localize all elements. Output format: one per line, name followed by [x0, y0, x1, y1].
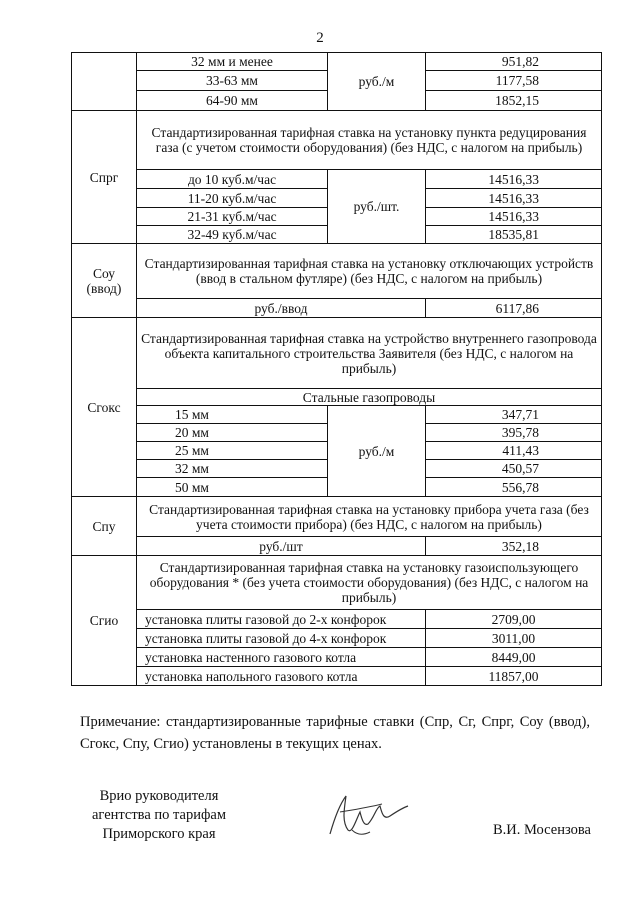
row-label: 15 мм: [137, 406, 328, 424]
row-label: установка плиты газовой до 2-х конфорок: [137, 610, 426, 629]
row-value: 352,18: [426, 537, 602, 556]
table-row: [72, 610, 602, 629]
table-row: [72, 244, 602, 299]
row-label: 21-31 куб.м/час: [137, 208, 328, 226]
row-label: 11-20 куб.м/час: [137, 189, 328, 208]
row-value: 6117,86: [426, 299, 602, 318]
signer-name: В.И. Мосензова: [493, 822, 591, 838]
row-value: 3011,00: [426, 629, 602, 648]
row-value: 18535,81: [426, 226, 602, 244]
row-value: 14516,33: [426, 189, 602, 208]
row-label: 64-90 мм: [137, 91, 328, 111]
row-label: установка настенного газового котла: [137, 648, 426, 667]
row-value: 8449,00: [426, 648, 602, 667]
row-label: 50 мм: [137, 478, 328, 497]
row-value: 951,82: [426, 53, 602, 71]
table-row: [72, 170, 602, 189]
unit-cell: руб./м: [328, 53, 426, 111]
row-label: установка плиты газовой до 4-х конфорок: [137, 629, 426, 648]
section-title: Стандартизированная тарифная ставка на установку прибора учета газа (без учета стоимости прибора) (без НДС, с налогом на прибыль): [137, 497, 602, 537]
section-subtitle: Стальные газопроводы: [137, 389, 602, 406]
signatory-position-line: агентства по тарифам: [92, 807, 226, 823]
row-value: 450,57: [426, 460, 602, 478]
code-cell: Соу (ввод): [72, 244, 137, 318]
table-row: [72, 406, 602, 424]
row-label: до 10 куб.м/час: [137, 170, 328, 189]
code-cell: Сгио: [72, 556, 137, 686]
row-value: 1852,15: [426, 91, 602, 111]
row-label: 32 мм и менее: [137, 53, 328, 71]
signatory-position-line: Приморского края: [102, 826, 216, 842]
table-row: [72, 318, 602, 389]
row-value: 411,43: [426, 442, 602, 460]
section-title: Стандартизированная тарифная ставка на установку газоиспользующего оборудования * (без учета стоимости оборудования) (без НДС, с налогом на прибыль): [137, 556, 602, 610]
unit-cell: руб./шт.: [328, 170, 426, 244]
table-row: [72, 299, 602, 318]
code-cell: [72, 53, 137, 111]
table-row: [72, 667, 602, 686]
row-label: 25 мм: [137, 442, 328, 460]
code-cell: Сгокс: [72, 318, 137, 497]
table-row: [72, 648, 602, 667]
unit-cell: руб./шт: [137, 537, 426, 556]
row-label: установка напольного газового котла: [137, 667, 426, 686]
section-title: Стандартизированная тарифная ставка на установку отключающих устройств (ввод в стальном футляре) (без НДС, с налогом на прибыль): [137, 244, 602, 299]
signatory-position-line: Врио руководителя: [99, 788, 219, 804]
tariff-table: [71, 52, 602, 686]
table-row: [72, 53, 602, 71]
table-row: [72, 629, 602, 648]
row-value: 347,71: [426, 406, 602, 424]
unit-cell: руб./м: [328, 406, 426, 497]
table-row: [72, 556, 602, 610]
table-row: [72, 389, 602, 406]
section-title: Стандартизированная тарифная ставка на установку пункта редуцирования газа (с учетом стоимости оборудования) (без НДС, с налогом на прибыль): [137, 111, 602, 170]
table-row: [72, 537, 602, 556]
page-number: 2: [316, 30, 324, 46]
row-label: 20 мм: [137, 424, 328, 442]
row-value: 11857,00: [426, 667, 602, 686]
row-label: 32-49 куб.м/час: [137, 226, 328, 244]
table-row: [72, 111, 602, 170]
row-value: 2709,00: [426, 610, 602, 629]
code-cell: Спу: [72, 497, 137, 556]
row-value: 14516,33: [426, 170, 602, 189]
row-value: 395,78: [426, 424, 602, 442]
note-text: Примечание: стандартизированные тарифные ставки (Спр, Сг, Спрг, Соу (ввод), Сгокс, Спу, Сгио) установлены в текущих ценах.: [80, 714, 590, 752]
row-value: 1177,58: [426, 71, 602, 91]
row-label: 32 мм: [137, 460, 328, 478]
table-row: [72, 497, 602, 537]
row-value: 556,78: [426, 478, 602, 497]
code-cell: Спрг: [72, 111, 137, 244]
handwritten-signature: [322, 790, 412, 840]
signatory-block: [84, 787, 234, 844]
row-label: 33-63 мм: [137, 71, 328, 91]
row-value: 14516,33: [426, 208, 602, 226]
section-title: Стандартизированная тарифная ставка на устройство внутреннего газопровода объекта капитального строительства Заявителя (без НДС, с налогом на прибыль): [137, 318, 602, 389]
unit-cell: руб./ввод: [137, 299, 426, 318]
